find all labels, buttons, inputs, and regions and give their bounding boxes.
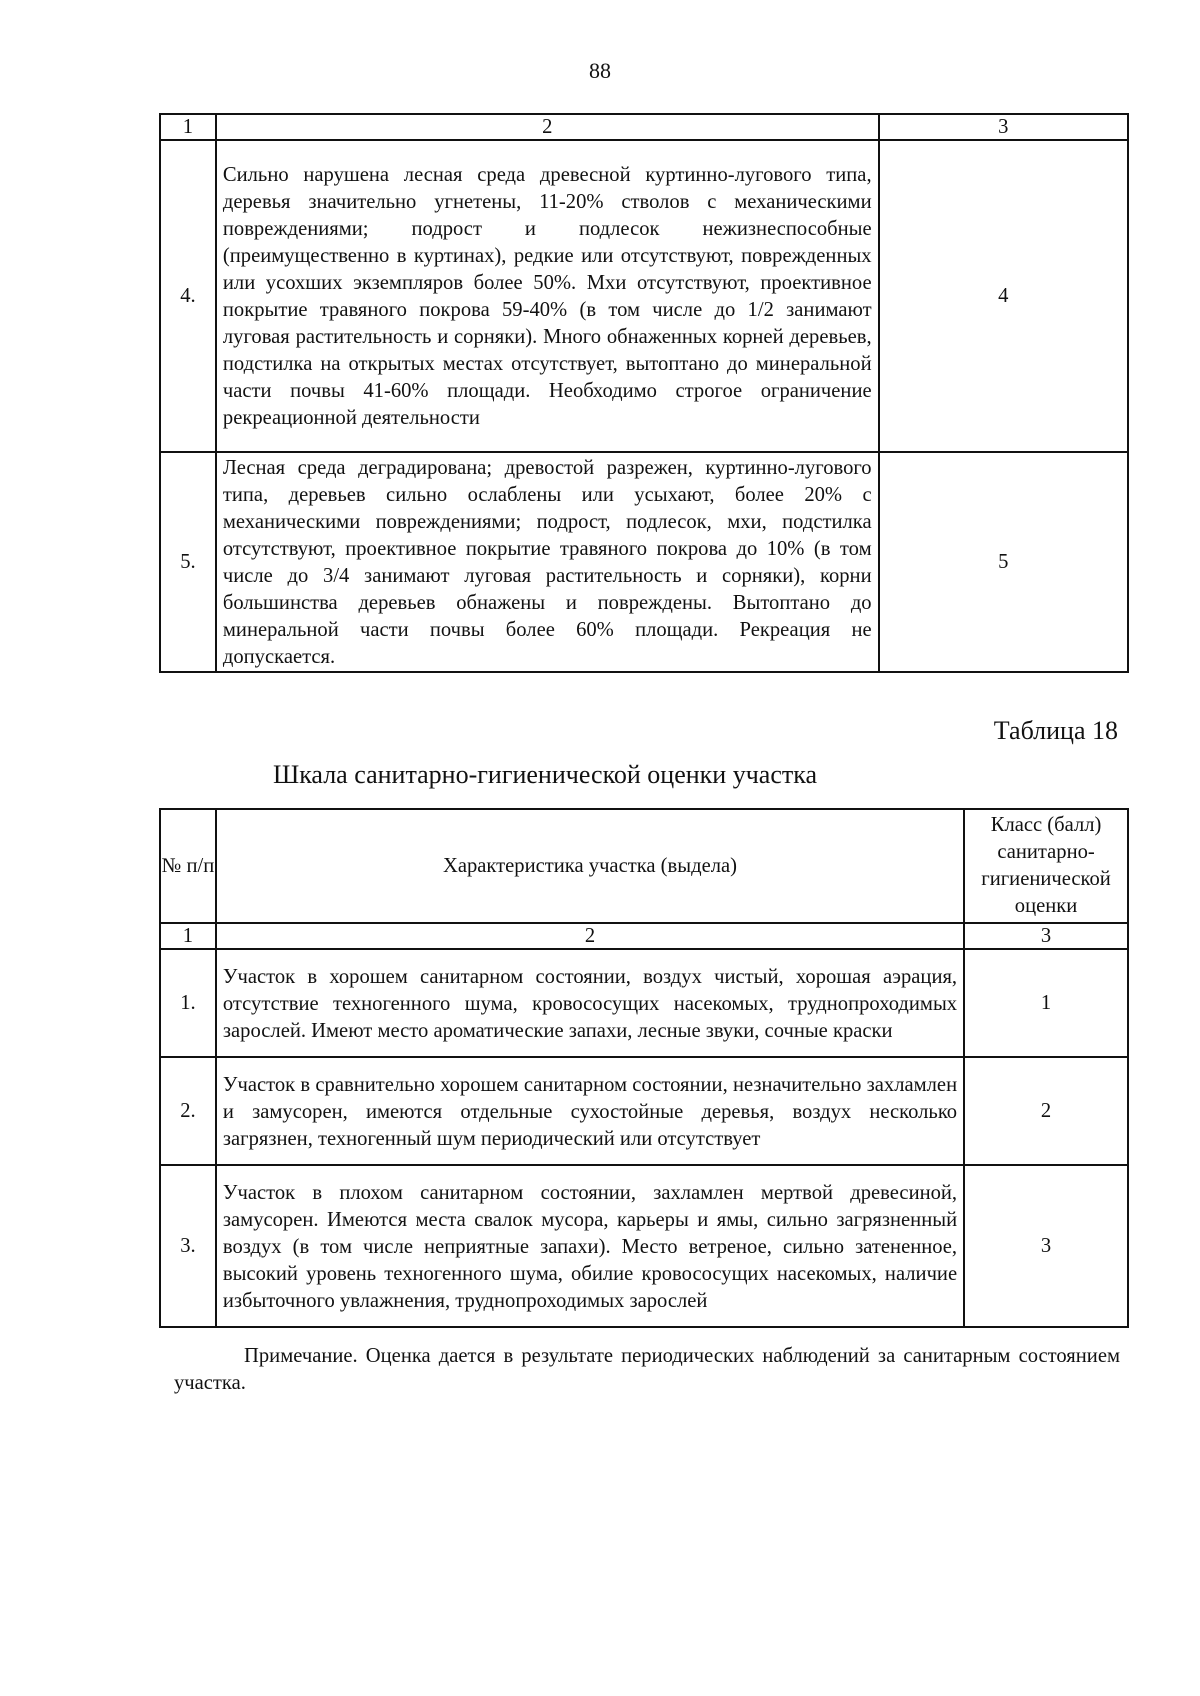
row-description: Участок в сравнительно хорошем санитарном состоянии, незначительно захламлен и замусорен, имеются отдельные сухостойные деревья, воздух несколько загрязнен, техногенный шум периодический или отсутствует (216, 1057, 964, 1165)
header-col-2: 2 (216, 114, 879, 140)
row-score: 2 (964, 1057, 1128, 1165)
row-description: Лесная среда деградирована; древостой разрежен, куртинно-лугового типа, деревьев сильно ослаблены или усыхают, более 20% с механическими повреждениями; подрост, подлесок, мхи, подстилка отсутствуют, проективное покрытие травяного покрова до 10% (в том числе до 3/4 занимают луговая растительность и сорняки), корни большинства деревьев обнажены и повреждены. Вытоптано до минеральной части почвы более 60% площади. Рекреация не допускается. (216, 452, 879, 672)
table-header-row (160, 809, 1128, 923)
table-index-row (160, 923, 1128, 949)
row-score: 1 (964, 949, 1128, 1057)
header-col-3: 3 (879, 114, 1128, 140)
sanitary-scale-table (159, 808, 1129, 1328)
table-label: Таблица 18 (993, 716, 1118, 745)
row-score: 3 (964, 1165, 1128, 1327)
table-row (160, 140, 1128, 452)
table-row (160, 1057, 1128, 1165)
header-number: № п/п (160, 809, 216, 923)
table-row (160, 1165, 1128, 1327)
table-note: Примечание. Оценка дается в результате периодических наблюдений за санитарным состоянием участка. (174, 1345, 1120, 1394)
row-score: 5 (879, 452, 1128, 672)
table-row (160, 452, 1128, 672)
index-col-3: 3 (964, 923, 1128, 949)
row-number: 3. (160, 1165, 216, 1327)
row-description: Участок в плохом санитарном состоянии, захламлен мертвой древесиной, замусорен. Имеются места свалок мусора, карьеры и ямы, сильно загрязненный воздух (в том числе неприятные запахи). Место ветреное, сильно затененное, высокий уровень техногенного шума, обилие кровососущих насекомых, наличие избыточного увлажнения, труднопроходимых зарослей (216, 1165, 964, 1327)
table-title: Шкала санитарно-гигиенической оценки участка (272, 760, 818, 789)
row-number: 2. (160, 1057, 216, 1165)
index-col-1: 1 (160, 923, 216, 949)
row-description: Участок в хорошем санитарном состоянии, воздух чистый, хорошая аэрация, отсутствие техногенного шума, кровососущих насекомых, труднопроходимых зарослей. Имеют место ароматические запахи, лесные звуки, сочные краски (216, 949, 964, 1057)
row-number: 1. (160, 949, 216, 1057)
header-class: Класс (балл) санитарно-гигиенической оценки (964, 809, 1128, 923)
header-characteristic: Характеристика участка (выдела) (216, 809, 964, 923)
page-number: 88 (589, 58, 611, 83)
continuation-table (159, 113, 1129, 673)
table-header-row (160, 114, 1128, 140)
row-description: Сильно нарушена лесная среда древесной куртинно-лугового типа, деревья значительно угнетены, 11-20% стволов с механическими повреждениями; подрост и подлесок нежизнеспособные (преимущественно в куртинах), редкие или отсутствуют, поврежденных или усохших экземпляров более 50%. Мхи отсутствуют, проективное покрытие травяного покрова 59-40% (в том числе до 1/2 занимают луговая растительность и сорняки). Много обнаженных корней деревьев, подстилка на открытых местах отсутствует, вытоптано до минеральной части почвы 41-60% площади. Необходимо строгое ограничение рекреационной деятельности (216, 140, 879, 452)
header-col-1: 1 (160, 114, 216, 140)
row-number: 4. (160, 140, 216, 452)
row-number: 5. (160, 452, 216, 672)
index-col-2: 2 (216, 923, 964, 949)
table-row (160, 949, 1128, 1057)
row-score: 4 (879, 140, 1128, 452)
